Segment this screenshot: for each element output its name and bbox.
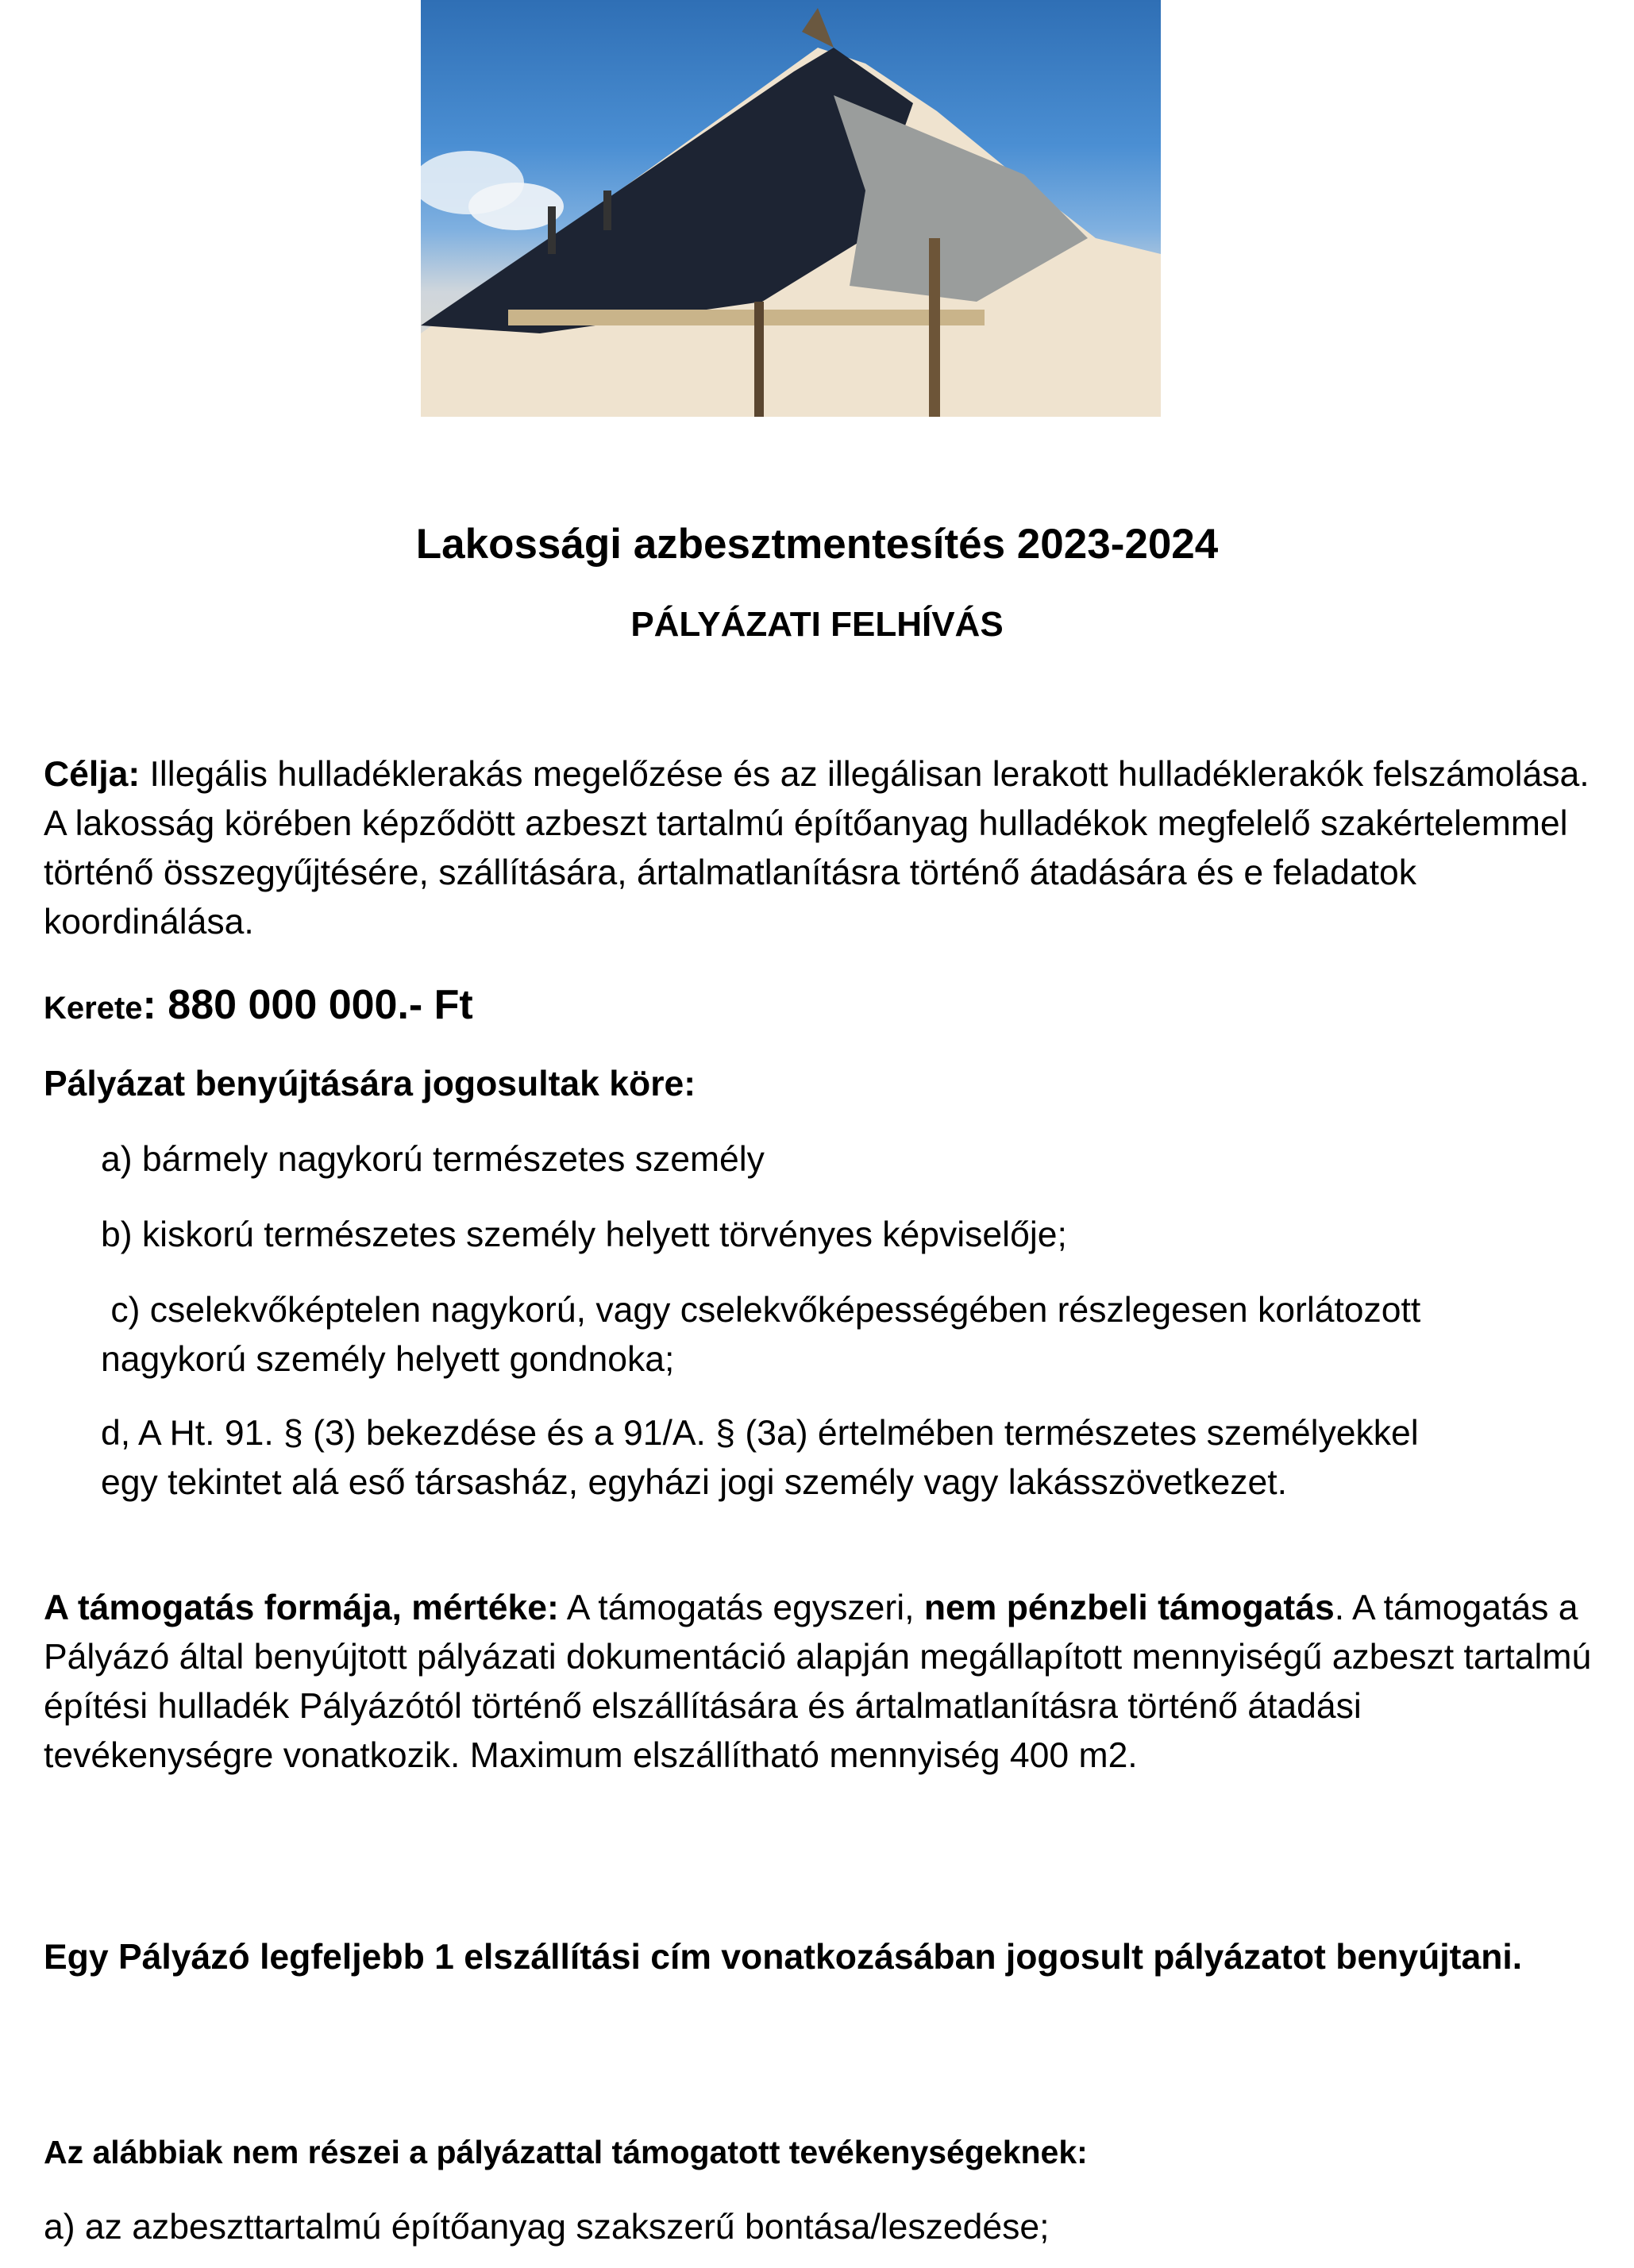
document-subtitle: PÁLYÁZATI FELHÍVÁS — [630, 605, 1004, 644]
photo-roof-icon — [421, 0, 1161, 417]
limit-note: Egy Pályázó legfeljebb 1 elszállítási cím vonatkozásában jogosult pályázatot benyújtani. — [44, 1938, 1523, 1977]
support-label: A támogatás formája, mértéke: — [44, 1588, 559, 1627]
budget-line — [44, 980, 1592, 1033]
document-title: Lakossági azbesztmentesítés 2023-2024 — [415, 521, 1219, 568]
support-paragraph — [44, 1584, 1592, 1781]
goal-text: Illegális hulladéklerakás megelőzése és az illegálisan lerakott hulladéklerakók felszámolása. A lakosság körében képződött azbeszt tartalmú építőanyag hulladékok megfelelő szakértelemmel történő összegyűjtésére, szállítására, ártalmatlanításra történő átadására és e feladatok koordinálása. — [44, 755, 1590, 941]
roof-photo — [421, 0, 1161, 417]
support-bold: nem pénzbeli támogatás — [923, 1588, 1335, 1627]
eligible-item-b: b) kiskorú természetes személy helyett törvényes képviselője; — [101, 1215, 1067, 1254]
eligible-heading: Pályázat benyújtására jogosultak köre: — [44, 1065, 696, 1103]
eligible-item-d: d, A Ht. 91. § (3) bekezdése és a 91/A. § (3a) értelmében természetes személyekkel egy tekintet alá eső társasház, egyházi jogi személy vagy lakásszövetkezet. — [101, 1414, 1419, 1502]
support-text-2: . A támogatás a Pályázó által benyújtott pályázati dokumentáció alapján megállapított mennyiségű azbeszt tartalmú építési hulladék Pályázótól történő elszállítására és ártalmatlanításra történő átadási tevékenységre vonatkozik. Maximum elszállítható mennyiség 400 m2. — [44, 1588, 1592, 1775]
goal-paragraph — [44, 750, 1592, 947]
support-text-1: A támogatás egyszeri, — [558, 1588, 924, 1627]
not-supported-heading: Az alábbiak nem részei a pályázattal támogatott tevékenységeknek: — [44, 2134, 1088, 2170]
eligible-item-c: c) cselekvőképtelen nagykorú, vagy cselekvőképességében részlegesen korlátozott nagykorú személy helyett gondnoka; — [101, 1291, 1431, 1379]
not-supported-item-a: a) az azbeszttartalmú építőanyag szakszerű bontása/leszedése; — [44, 2208, 1050, 2247]
eligible-item-a: a) bármely nagykorú természetes személy — [101, 1140, 765, 1179]
goal-label: Célja: — [44, 755, 141, 794]
budget-value: : 880 000 000.- Ft — [142, 982, 473, 1028]
budget-label: Kerete — [44, 991, 143, 1026]
